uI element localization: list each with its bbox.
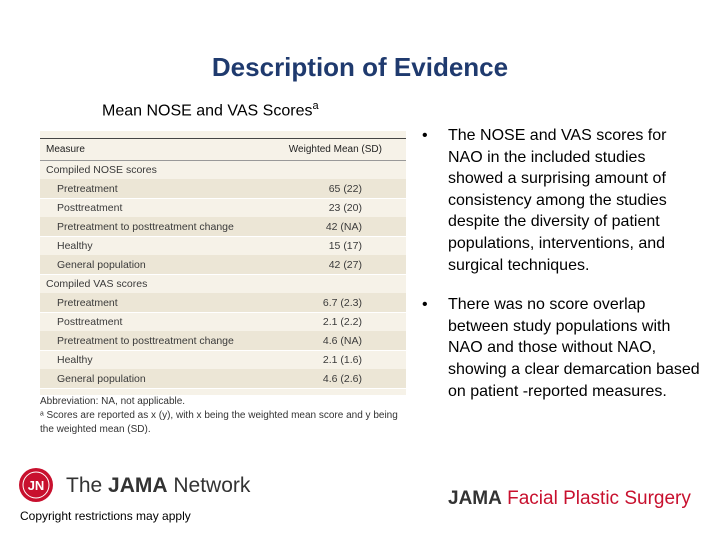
bullet-dot: • [422, 127, 428, 144]
row-value: 6.7 (2.3) [322, 297, 362, 309]
journal-name: Facial Plastic Surgery [501, 488, 691, 509]
table-row [40, 350, 406, 370]
logo-monogram: JN [27, 478, 45, 493]
row-value: 42 (NA) [325, 221, 362, 233]
network-the: The [66, 474, 109, 497]
bullet-dot: • [422, 296, 428, 314]
row-value: 42 (27) [328, 259, 362, 271]
copyright-notice: Copyright restrictions may apply [20, 509, 191, 523]
bullet-item [420, 125, 705, 276]
row-value: 15 (17) [328, 240, 362, 252]
row-value: 65 (22) [328, 183, 362, 195]
row-label: Healthy [57, 354, 93, 366]
slide-title: Description of Evidence [211, 52, 509, 82]
row-label: Pretreatment [57, 183, 118, 195]
row-value: 4.6 (NA) [322, 335, 362, 347]
row-value: 23 (20) [328, 202, 362, 214]
journal-jama: JAMA [448, 488, 502, 509]
header-weighted-mean: Weighted Mean (SD) [288, 144, 382, 155]
row-label: Compiled VAS scores [46, 278, 148, 290]
jama-network-logo-icon [18, 467, 54, 503]
row-value: 4.6 (2.6) [322, 373, 362, 385]
table-row [40, 179, 406, 199]
footnote-scores: ᵃ Scores are reported as x (y), with x being the weighted mean score and y being the weighted mean (SD). [40, 410, 398, 435]
row-value: 2.1 (2.2) [322, 316, 362, 328]
bullet-item [420, 294, 705, 402]
row-label: Pretreatment [57, 297, 118, 309]
row-value: 2.1 (1.6) [322, 354, 362, 366]
footnote-abbreviation: Abbreviation: NA, not applicable. [40, 396, 186, 407]
row-label: Healthy [57, 240, 93, 252]
table-row [40, 255, 406, 275]
table-row [40, 217, 406, 237]
row-label: General population [57, 259, 146, 271]
row-label: Posttreatment [57, 202, 123, 214]
header-measure: Measure [46, 144, 85, 155]
bullet-text: There was no score overlap between study populations with NAO and those without NAO, showing a clear demarcation based on patient -reported measures. [448, 296, 700, 400]
table-row [40, 274, 406, 294]
table-row [40, 236, 406, 256]
row-label: Pretreatment to posttreatment change [57, 221, 234, 233]
network-jama: JAMA [108, 474, 168, 497]
row-label: Pretreatment to posttreatment change [57, 335, 234, 347]
jama-network-wordmark [66, 474, 250, 498]
row-label: Compiled NOSE scores [46, 164, 157, 176]
table-row [40, 331, 406, 351]
table-row [40, 160, 406, 180]
table-caption [102, 100, 319, 120]
table-header [40, 138, 406, 161]
network-rest: Network [167, 474, 251, 497]
table-row [40, 312, 406, 332]
footnote-marker: a [312, 100, 319, 112]
bullet-text: The NOSE and VAS scores for NAO in the included studies showed a surprising amount of consistency among the studies despite the diversity of patient populations, interventions, and surgical techniques. [448, 127, 667, 274]
table-row [40, 369, 406, 389]
table-row [40, 198, 406, 218]
table-row [40, 293, 406, 313]
row-label: Posttreatment [57, 316, 123, 328]
table-footnotes [40, 395, 410, 437]
table-caption-text: Mean NOSE and VAS Scores [102, 102, 313, 120]
bullet-list [420, 125, 705, 420]
row-label: General population [57, 373, 146, 385]
journal-wordmark [448, 488, 691, 510]
scores-table [40, 131, 406, 395]
